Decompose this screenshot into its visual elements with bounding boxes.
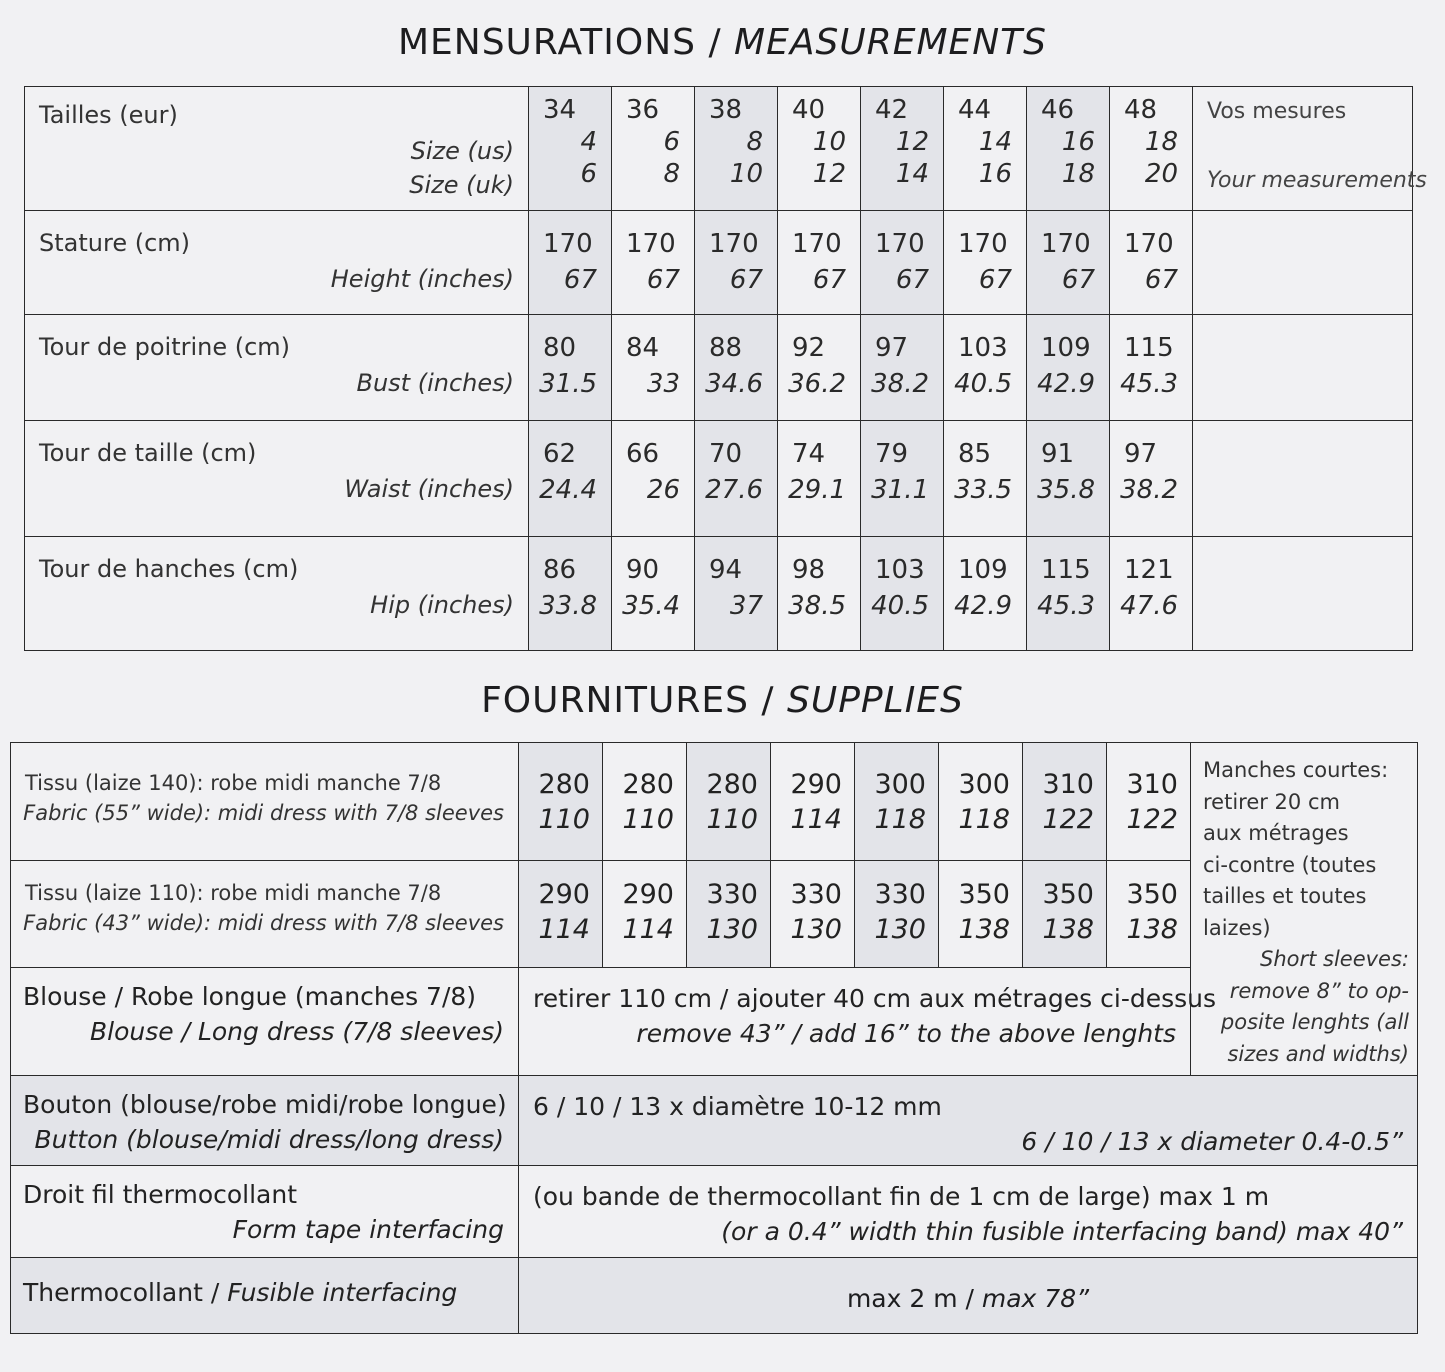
measurement-cm: 170 xyxy=(792,229,842,259)
measurement-label-fr: Tour de taille (cm) xyxy=(39,439,257,467)
form-tape-value-en: (or a 0.4” width thin fusible interfacing band) max 40” xyxy=(721,1217,1403,1246)
measurement-inches: 45.3 xyxy=(1120,369,1178,399)
fabric-cell xyxy=(855,743,939,861)
measurement-label-fr: Stature (cm) xyxy=(39,229,191,257)
interfacing-value-en: max 78” xyxy=(981,1284,1090,1313)
measurement-cell xyxy=(695,421,778,537)
fabric-cm: 300 xyxy=(874,769,926,800)
measurement-cell xyxy=(1027,211,1110,315)
measurement-cell xyxy=(1110,315,1193,421)
measurement-cm: 97 xyxy=(875,333,909,363)
measurement-cm: 91 xyxy=(1041,439,1075,469)
your-measurements-label: Your measurements xyxy=(1207,168,1427,193)
measurement-cm: 66 xyxy=(626,439,660,469)
measurement-inches: 42.9 xyxy=(1037,369,1095,399)
measurement-label-fr: Tour de hanches (cm) xyxy=(39,555,299,583)
fabric-inches: 130 xyxy=(706,914,758,945)
fabric-cell xyxy=(855,861,939,968)
measurement-cm: 109 xyxy=(958,555,1008,585)
measurements-table xyxy=(24,86,1427,651)
fabric-inches: 138 xyxy=(1126,914,1178,945)
measurement-inches: 33.8 xyxy=(539,591,597,621)
size-eur-value: 36 xyxy=(626,95,660,125)
fabric-label xyxy=(11,743,519,861)
measurement-cm: 70 xyxy=(709,439,743,469)
measurement-inches: 38.5 xyxy=(788,591,846,621)
size-uk-value: 12 xyxy=(812,159,846,189)
measurement-cell xyxy=(612,315,695,421)
size-column-42 xyxy=(861,87,944,211)
measurement-label xyxy=(25,537,529,651)
measurement-inches: 31.5 xyxy=(539,369,597,399)
fabric-inches: 122 xyxy=(1126,804,1178,835)
fabric-cm: 330 xyxy=(790,879,842,910)
fabric-inches: 138 xyxy=(1042,914,1094,945)
measurement-label xyxy=(25,315,529,421)
measurement-cm: 94 xyxy=(709,555,743,585)
fabric-cm: 310 xyxy=(1126,769,1178,800)
measurement-cell xyxy=(778,421,861,537)
fabric-inches: 122 xyxy=(1042,804,1094,835)
measurement-cm: 85 xyxy=(958,439,992,469)
fabric-cell xyxy=(519,861,603,968)
fabric-cm: 350 xyxy=(1126,879,1178,910)
fabric-inches: 110 xyxy=(706,804,758,835)
measurement-inches: 33 xyxy=(646,369,680,399)
fabric-inches: 114 xyxy=(622,914,674,945)
fabric-cm: 290 xyxy=(790,769,842,800)
interfacing-label-fr: Thermocollant / xyxy=(23,1278,228,1307)
measurement-cm: 88 xyxy=(709,333,743,363)
fabric-label-en: Fabric (55” wide): midi dress with 7/8 sleeves xyxy=(23,801,504,825)
fabric-cm: 280 xyxy=(622,769,674,800)
measurement-label-en: Waist (inches) xyxy=(344,475,514,503)
measurement-cm: 170 xyxy=(1041,229,1091,259)
size-us-value: 4 xyxy=(580,127,597,157)
measurement-row xyxy=(25,537,1413,651)
measurement-cell xyxy=(861,315,944,421)
your-measurement-cell xyxy=(1193,537,1413,651)
size-column-40 xyxy=(778,87,861,211)
measurement-row xyxy=(25,211,1413,315)
measurement-cm: 115 xyxy=(1124,333,1174,363)
measurement-cell xyxy=(612,421,695,537)
measurement-inches: 40.5 xyxy=(871,591,929,621)
measurement-inches: 29.1 xyxy=(788,475,846,505)
note-line-en: remove 8” to op- xyxy=(1229,978,1409,1003)
note-line-fr: tailles et toutes xyxy=(1203,884,1367,908)
measurement-cm: 74 xyxy=(792,439,826,469)
size-us-value: 10 xyxy=(812,127,846,157)
measurement-cell xyxy=(944,211,1027,315)
note-line-fr: laizes) xyxy=(1203,915,1271,940)
measurement-cm: 98 xyxy=(792,555,826,585)
measurement-inches: 67 xyxy=(729,265,763,295)
size-column-46 xyxy=(1027,87,1110,211)
form-tape-label-en: Form tape interfacing xyxy=(232,1215,504,1244)
measurement-label xyxy=(25,421,529,537)
measurements-title: MENSURATIONS / MEASUREMENTS xyxy=(397,22,1048,63)
measurement-cell xyxy=(529,421,612,537)
size-us-value: 6 xyxy=(663,127,680,157)
your-measurement-cell xyxy=(1193,315,1413,421)
blouse-value-fr: retirer 110 cm / ajouter 40 cm aux métrages ci-dessus xyxy=(533,984,1217,1013)
measurement-inches: 38.2 xyxy=(871,369,929,399)
form-tape-value-fr: (ou bande de thermocollant fin de 1 cm de large) max 1 m xyxy=(533,1182,1270,1211)
fabric-inches: 118 xyxy=(874,804,926,835)
button-value xyxy=(519,1076,1418,1166)
size-eur-label: Tailles (eur) xyxy=(39,101,178,129)
measurement-cm: 103 xyxy=(875,555,925,585)
measurement-inches: 47.6 xyxy=(1120,591,1178,621)
measurement-cell xyxy=(612,537,695,651)
vos-mesures-label: Vos mesures xyxy=(1207,99,1347,124)
blouse-value-en: remove 43” / add 16” to the above lenghts xyxy=(636,1019,1176,1048)
size-eur-value: 48 xyxy=(1124,95,1158,125)
fabric-row xyxy=(11,743,1418,861)
size-us-value: 8 xyxy=(746,127,763,157)
note-line-fr: retirer 20 cm xyxy=(1203,789,1340,814)
measurement-cell xyxy=(1027,315,1110,421)
measurement-cm: 90 xyxy=(626,555,660,585)
button-value-fr: 6 / 10 / 13 x diamètre 10-12 mm xyxy=(533,1092,942,1121)
measurement-cm: 121 xyxy=(1124,555,1174,585)
size-us-value: 18 xyxy=(1144,127,1178,157)
measurement-cell xyxy=(944,537,1027,651)
measurement-cell xyxy=(778,315,861,421)
measurement-inches: 67 xyxy=(812,265,846,295)
interfacing-row xyxy=(11,1258,1418,1334)
measurement-cm: 109 xyxy=(1041,333,1091,363)
size-uk-label: Size (uk) xyxy=(409,171,514,199)
fabric-cell xyxy=(519,743,603,861)
short-sleeves-note xyxy=(1191,743,1418,1076)
fabric-cell xyxy=(1023,861,1107,968)
size-column-34 xyxy=(529,87,612,211)
measurement-label-en: Height (inches) xyxy=(330,265,514,293)
size-us-value: 14 xyxy=(978,127,1012,157)
size-eur-value: 42 xyxy=(875,95,909,125)
size-column-38 xyxy=(695,87,778,211)
form-tape-row xyxy=(11,1166,1418,1258)
measurement-cm: 97 xyxy=(1124,439,1158,469)
size-column-48 xyxy=(1110,87,1193,211)
button-row xyxy=(11,1076,1418,1166)
size-uk-value: 14 xyxy=(895,159,929,189)
note-line-fr: ci-contre (toutes xyxy=(1203,852,1377,877)
measurement-cell xyxy=(1027,537,1110,651)
measurement-cm: 170 xyxy=(626,229,676,259)
measurement-cell xyxy=(529,315,612,421)
size-uk-value: 8 xyxy=(663,159,680,189)
size-us-label: Size (us) xyxy=(410,137,514,165)
measurement-cm: 170 xyxy=(958,229,1008,259)
interfacing-label xyxy=(11,1258,519,1334)
size-column-44 xyxy=(944,87,1027,211)
measurement-label-en: Hip (inches) xyxy=(370,591,514,619)
fabric-cell xyxy=(603,743,687,861)
fabric-cm: 350 xyxy=(1042,879,1094,910)
measurement-cm: 103 xyxy=(958,333,1008,363)
measurement-cell xyxy=(1027,421,1110,537)
your-measurement-cell xyxy=(1193,211,1413,315)
measurement-inches: 37 xyxy=(729,591,763,621)
measurement-label xyxy=(25,211,529,315)
interfacing-value-fr: max 2 m / xyxy=(846,1284,982,1313)
measurement-cell xyxy=(529,211,612,315)
measurement-inches: 67 xyxy=(1061,265,1095,295)
size-label xyxy=(25,87,529,211)
size-eur-value: 46 xyxy=(1041,95,1075,125)
measurement-cm: 170 xyxy=(709,229,759,259)
measurement-inches: 27.6 xyxy=(705,475,763,505)
fabric-cell xyxy=(687,743,771,861)
measurement-inches: 42.9 xyxy=(954,591,1012,621)
measurement-cell xyxy=(778,537,861,651)
fabric-cm: 290 xyxy=(538,879,590,910)
fabric-label xyxy=(11,861,519,968)
fabric-cell xyxy=(1107,861,1191,968)
supplies-title: FOURNITURES / SUPPLIES xyxy=(481,680,964,721)
fabric-cell xyxy=(939,743,1023,861)
your-measurement-cell xyxy=(1193,421,1413,537)
button-label-en: Button (blouse/midi dress/long dress) xyxy=(34,1125,504,1154)
measurement-inches: 67 xyxy=(646,265,680,295)
fabric-cell xyxy=(603,861,687,968)
measurement-cell xyxy=(612,211,695,315)
fabric-label-en: Fabric (43” wide): midi dress with 7/8 sleeves xyxy=(23,911,504,935)
measurement-cm: 170 xyxy=(1124,229,1174,259)
fabric-cm: 290 xyxy=(622,879,674,910)
size-uk-value: 20 xyxy=(1144,159,1178,189)
fabric-cm: 310 xyxy=(1042,769,1094,800)
form-tape-value xyxy=(519,1166,1418,1258)
fabric-inches: 110 xyxy=(538,804,590,835)
note-line-fr: aux métrages xyxy=(1203,821,1349,845)
fabric-label-fr: Tissu (laize 140): robe midi manche 7/8 xyxy=(25,771,442,795)
size-uk-value: 10 xyxy=(729,159,763,189)
size-eur-value: 38 xyxy=(709,95,743,125)
measurement-inches: 45.3 xyxy=(1037,591,1095,621)
measurement-inches: 24.4 xyxy=(539,475,597,505)
note-line-fr: Manches courtes: xyxy=(1203,758,1389,782)
measurement-cell xyxy=(861,421,944,537)
measurement-cm: 79 xyxy=(875,439,909,469)
size-uk-value: 6 xyxy=(580,159,597,189)
size-uk-value: 18 xyxy=(1061,159,1095,189)
fabric-cell xyxy=(771,743,855,861)
size-us-value: 16 xyxy=(1061,127,1095,157)
measurement-cell xyxy=(1110,421,1193,537)
measurement-cm: 62 xyxy=(543,439,577,469)
fabric-label-fr: Tissu (laize 110): robe midi manche 7/8 xyxy=(25,881,442,905)
measurement-inches: 31.1 xyxy=(871,475,929,505)
interfacing-value-text xyxy=(519,1258,1417,1313)
fabric-inches: 118 xyxy=(958,804,1010,835)
fabric-cm: 330 xyxy=(706,879,758,910)
form-tape-label xyxy=(11,1166,519,1258)
measurement-cm: 170 xyxy=(875,229,925,259)
measurement-cell xyxy=(1110,211,1193,315)
measurement-cell xyxy=(778,211,861,315)
interfacing-label-text xyxy=(11,1258,518,1307)
measurement-inches: 26 xyxy=(646,475,680,505)
blouse-label-en: Blouse / Long dress (7/8 sleeves) xyxy=(90,1017,504,1046)
measurement-inches: 67 xyxy=(978,265,1012,295)
fabric-cm: 350 xyxy=(958,879,1010,910)
measurement-cm: 86 xyxy=(543,555,577,585)
measurement-cm: 92 xyxy=(792,333,826,363)
measurement-cell xyxy=(695,211,778,315)
measurement-cell xyxy=(861,537,944,651)
measurement-inches: 34.6 xyxy=(705,369,763,399)
fabric-inches: 130 xyxy=(790,914,842,945)
interfacing-label-en: Fusible interfacing xyxy=(227,1278,458,1307)
measurement-cell xyxy=(529,537,612,651)
fabric-cm: 300 xyxy=(958,769,1010,800)
fabric-inches: 110 xyxy=(622,804,674,835)
fabric-cell xyxy=(771,861,855,968)
measurement-inches: 67 xyxy=(563,265,597,295)
interfacing-value xyxy=(519,1258,1418,1334)
measurement-row xyxy=(25,421,1413,537)
form-tape-label-fr: Droit fil thermocollant xyxy=(23,1180,298,1209)
button-label-fr: Bouton (blouse/robe midi/robe longue) xyxy=(23,1090,507,1119)
measurement-label-en: Bust (inches) xyxy=(356,369,514,397)
note-line-en: Short sleeves: xyxy=(1259,947,1409,971)
fabric-inches: 114 xyxy=(790,804,842,835)
measurement-inches: 67 xyxy=(1144,265,1178,295)
measurement-label-fr: Tour de poitrine (cm) xyxy=(39,333,291,361)
measurement-cell xyxy=(1110,537,1193,651)
fabric-cm: 330 xyxy=(874,879,926,910)
supplies-table xyxy=(10,742,1418,1334)
your-measurements-header xyxy=(1193,87,1427,211)
note-line-en: sizes and widths) xyxy=(1227,1041,1409,1066)
note-line-en: posite lenghts (all xyxy=(1220,1010,1409,1034)
measurement-cm: 84 xyxy=(626,333,660,363)
measurement-inches: 67 xyxy=(895,265,929,295)
measurement-cm: 80 xyxy=(543,333,577,363)
measurement-cell xyxy=(695,537,778,651)
size-us-value: 12 xyxy=(895,127,929,157)
measurement-cm: 170 xyxy=(543,229,593,259)
blouse-label xyxy=(11,968,519,1076)
measurement-inches: 40.5 xyxy=(954,369,1012,399)
fabric-cm: 280 xyxy=(538,769,590,800)
fabric-cell xyxy=(939,861,1023,968)
measurement-cell xyxy=(861,211,944,315)
blouse-label-fr: Blouse / Robe longue (manches 7/8) xyxy=(23,982,477,1011)
size-eur-value: 34 xyxy=(543,95,577,125)
fabric-cell xyxy=(687,861,771,968)
measurement-inches: 33.5 xyxy=(954,475,1012,505)
measurement-cell xyxy=(944,421,1027,537)
fabric-inches: 130 xyxy=(874,914,926,945)
button-label xyxy=(11,1076,519,1166)
size-eur-value: 44 xyxy=(958,95,992,125)
blouse-value xyxy=(519,968,1217,1076)
measurement-inches: 38.2 xyxy=(1120,475,1178,505)
measurement-cm: 115 xyxy=(1041,555,1091,585)
size-eur-value: 40 xyxy=(792,95,826,125)
measurement-inches: 36.2 xyxy=(788,369,846,399)
size-uk-value: 16 xyxy=(978,159,1012,189)
size-header-row xyxy=(25,87,1413,211)
measurement-inches: 35.8 xyxy=(1037,475,1095,505)
fabric-cm: 280 xyxy=(706,769,758,800)
fabric-cell xyxy=(1107,743,1191,861)
fabric-cell xyxy=(1023,743,1107,861)
measurement-inches: 35.4 xyxy=(622,591,680,621)
fabric-inches: 138 xyxy=(958,914,1010,945)
measurement-cell xyxy=(944,315,1027,421)
measurement-cell xyxy=(695,315,778,421)
fabric-inches: 114 xyxy=(538,914,590,945)
size-column-36 xyxy=(612,87,695,211)
button-value-en: 6 / 10 / 13 x diameter 0.4-0.5” xyxy=(1021,1127,1403,1156)
measurement-row xyxy=(25,315,1413,421)
